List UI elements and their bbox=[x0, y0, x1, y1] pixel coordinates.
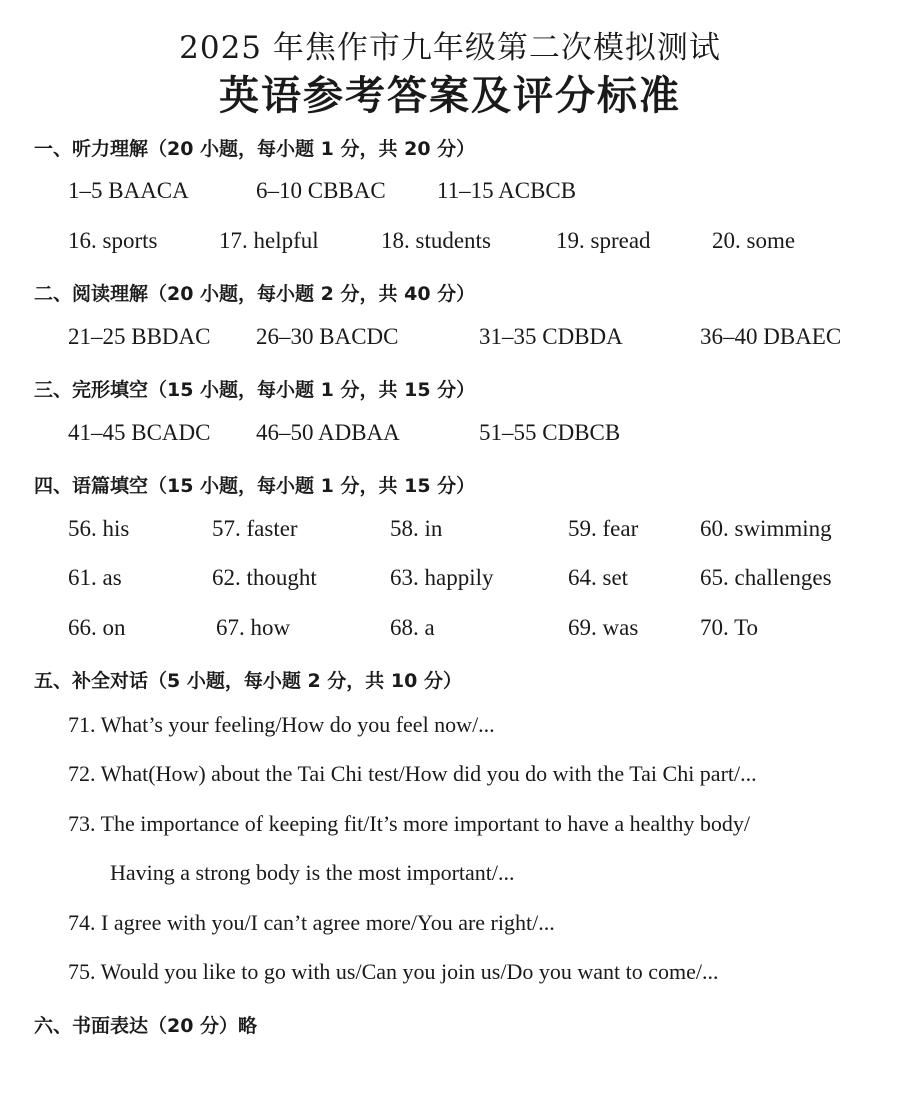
answer-item: 61. as bbox=[68, 565, 122, 590]
answer-group: 21–25 BBDAC bbox=[68, 324, 211, 349]
answer-item: 57. faster bbox=[212, 516, 298, 541]
answer-item: 16. sports bbox=[68, 228, 158, 253]
section-1-row-1 bbox=[0, 178, 900, 212]
answer-71: 71. What’s your feeling/How do you feel now/... bbox=[68, 712, 495, 737]
answer-item: 56. his bbox=[68, 516, 130, 541]
answer-item: 19. spread bbox=[556, 228, 651, 253]
answer-74: 74. I agree with you/I can’t agree more/You are right/... bbox=[68, 910, 555, 935]
section-1-row-2 bbox=[0, 228, 900, 262]
answer-item: 67. how bbox=[216, 615, 291, 640]
section-4-heading: 四、语篇填空（15 小题，每小题 1 分，共 15 分） bbox=[34, 475, 476, 497]
section-3-heading: 三、完形填空（15 小题，每小题 1 分，共 15 分） bbox=[34, 379, 476, 401]
answer-73-continued: Having a strong body is the most important/... bbox=[110, 860, 515, 885]
answer-item: 66. on bbox=[68, 615, 126, 640]
section-2-heading: 二、阅读理解（20 小题，每小题 2 分，共 40 分） bbox=[34, 283, 476, 305]
section-3-row-1 bbox=[0, 420, 900, 454]
section-4-row-1 bbox=[0, 516, 900, 550]
section-6-heading: 六、书面表达（20 分）略 bbox=[34, 1015, 258, 1037]
section-4-row-3 bbox=[0, 615, 900, 649]
section-5-heading: 五、补全对话（5 小题，每小题 2 分，共 10 分） bbox=[34, 670, 462, 692]
answer-item: 70. To bbox=[700, 615, 759, 640]
answer-73: 73. The importance of keeping fit/It’s more important to have a healthy body/ bbox=[68, 811, 751, 836]
answer-key-title: 英语参考答案及评分标准 bbox=[219, 73, 681, 119]
answer-item: 18. students bbox=[381, 228, 491, 253]
section-1-heading: 一、听力理解（20 小题，每小题 1 分，共 20 分） bbox=[34, 138, 476, 160]
answer-item: 58. in bbox=[390, 516, 443, 541]
answer-group: 31–35 CDBDA bbox=[479, 324, 623, 349]
answer-75: 75. Would you like to go with us/Can you join us/Do you want to come/... bbox=[68, 959, 719, 984]
answer-group: 36–40 DBAEC bbox=[700, 324, 842, 349]
answer-item: 59. fear bbox=[568, 516, 639, 541]
answer-item: 17. helpful bbox=[219, 228, 319, 253]
answer-group: 41–45 BCADC bbox=[68, 420, 211, 445]
answer-item: 62. thought bbox=[212, 565, 317, 590]
answer-item: 63. happily bbox=[390, 565, 494, 590]
answer-72: 72. What(How) about the Tai Chi test/How did you do with the Tai Chi part/... bbox=[68, 761, 757, 786]
answer-item: 20. some bbox=[712, 228, 796, 253]
answer-group: 6–10 CBBAC bbox=[256, 178, 386, 203]
answer-item: 64. set bbox=[568, 565, 629, 590]
section-2-row-1 bbox=[0, 324, 900, 358]
answer-group: 11–15 ACBCB bbox=[437, 178, 577, 203]
answer-group: 1–5 BAACA bbox=[68, 178, 189, 203]
answer-group: 46–50 ADBAA bbox=[256, 420, 400, 445]
section-4-row-2 bbox=[0, 565, 900, 599]
answer-item: 69. was bbox=[568, 615, 639, 640]
answer-item: 68. a bbox=[390, 615, 435, 640]
answer-item: 60. swimming bbox=[700, 516, 832, 541]
answer-group: 51–55 CDBCB bbox=[479, 420, 621, 445]
answer-group: 26–30 BACDC bbox=[256, 324, 399, 349]
answer-item: 65. challenges bbox=[700, 565, 832, 590]
exam-title: 2025 年焦作市九年级第二次模拟测试 bbox=[179, 30, 721, 66]
